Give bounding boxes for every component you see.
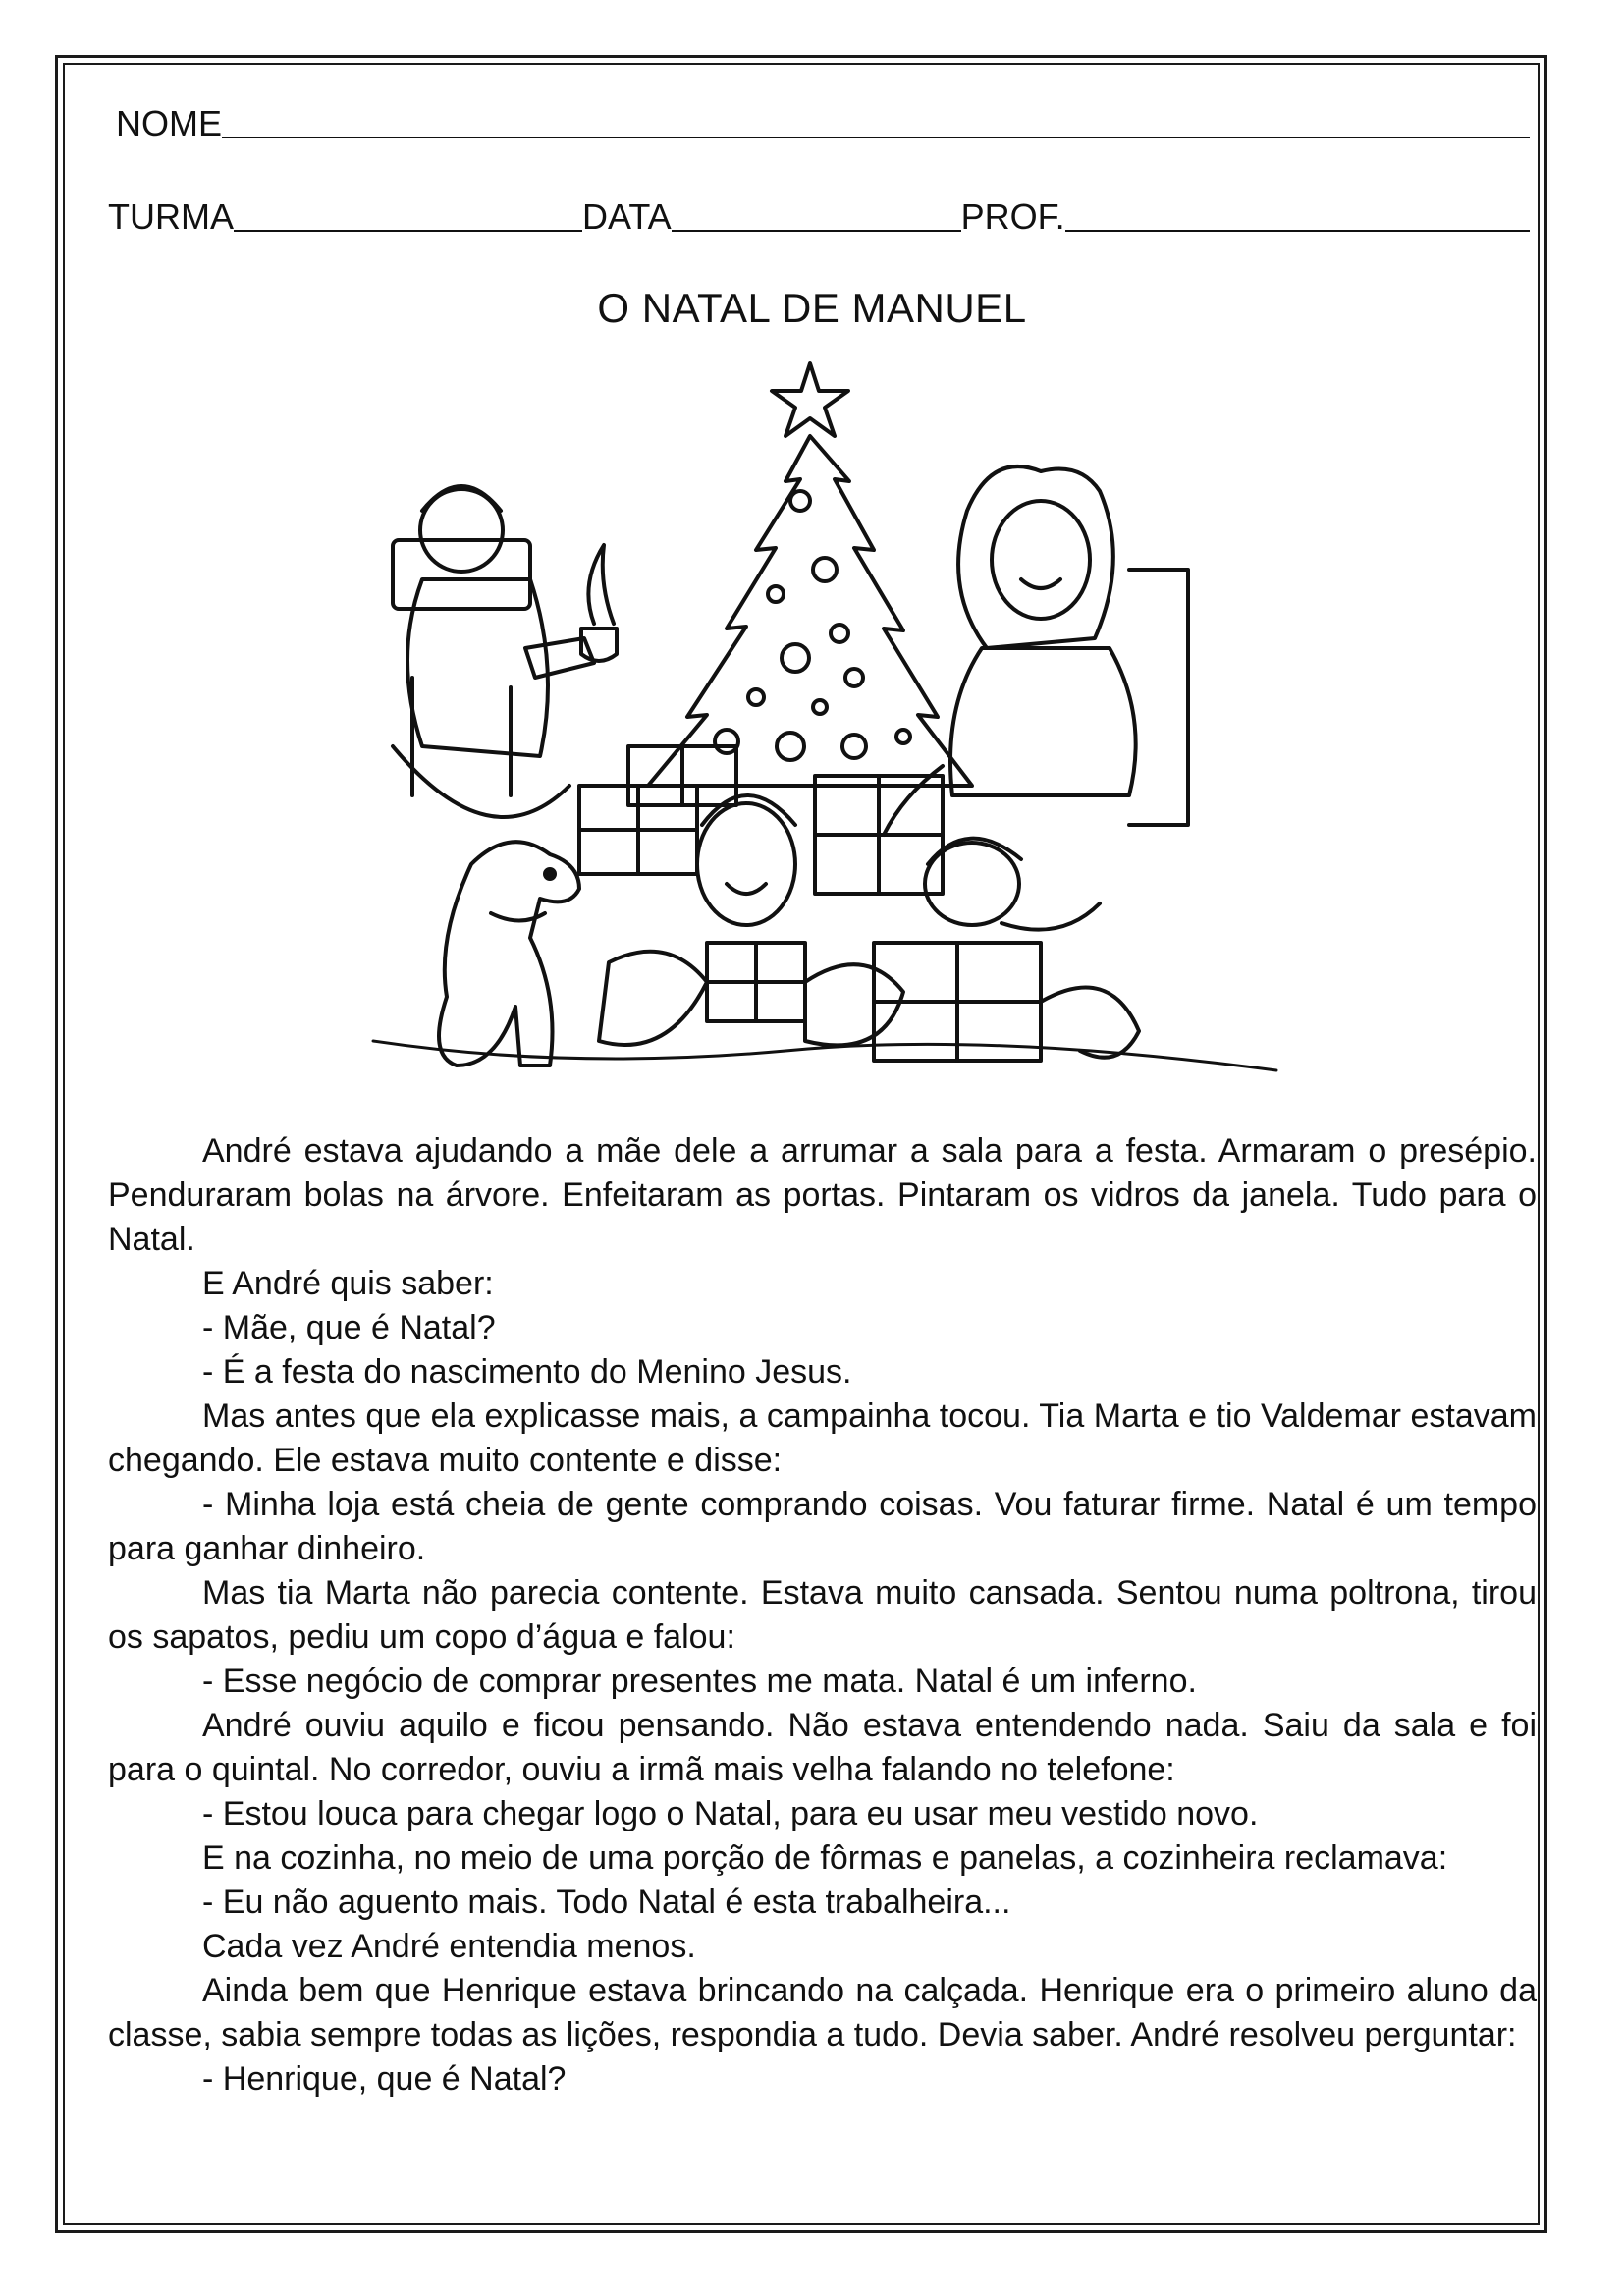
story-paragraph: Cada vez André entendia menos. — [202, 1928, 696, 1965]
story-paragraph: - Eu não aguento mais. Todo Natal é esta trabalheira... — [202, 1884, 1011, 1921]
story-paragraph: E na cozinha, no meio de uma porção de fôrmas e panelas, a cozinheira reclamava: — [202, 1839, 1448, 1877]
prof-label: PROF. — [960, 196, 1065, 237]
star-icon — [772, 363, 848, 436]
dog-icon — [439, 842, 579, 1066]
story-paragraph: - Esse negócio de comprar presentes me mata. Natal é um inferno. — [202, 1663, 1197, 1700]
data-input-line[interactable] — [672, 229, 961, 232]
turma-data-prof-row — [108, 196, 1530, 238]
nome-field-row — [116, 103, 1530, 144]
prof-input-line[interactable] — [1065, 229, 1530, 232]
story-paragraph: - É a festa do nascimento do Menino Jesus. — [202, 1353, 852, 1391]
story-paragraph: Mas tia Marta não parecia contente. Estava muito cansada. Sentou numa poltrona, tirou os sapatos, pediu um copo d’água e falou: — [108, 1574, 1537, 1656]
story-paragraph: André estava ajudando a mãe dele a arrumar a sala para a festa. Armaram o presépio. Penduraram bolas na árvore. Enfeitaram as portas. Pintaram os vidros da janela. Tudo para o Natal. — [108, 1132, 1537, 1258]
story-paragraph: - Mãe, que é Natal? — [202, 1309, 496, 1346]
christmas-tree-icon — [648, 436, 972, 786]
grandfather-icon — [393, 486, 617, 817]
story-paragraph: Ainda bem que Henrique estava brincando na calçada. Henrique era o primeiro aluno da classe, sabia sempre todas as lições, respondia a tudo. Devia saber. André resolveu perguntar: — [108, 1972, 1537, 2053]
turma-input-line[interactable] — [234, 229, 582, 232]
grandmother-icon — [884, 466, 1188, 835]
story-text — [108, 1129, 1537, 2102]
story-paragraph: - Minha loja está cheia de gente comprando coisas. Vou faturar firme. Natal é um tempo para ganhar dinheiro. — [108, 1486, 1537, 1567]
page-title: O NATAL DE MANUEL — [597, 285, 1027, 331]
nome-label: NOME — [116, 103, 222, 143]
story-paragraph: E André quis saber: — [202, 1265, 494, 1302]
story-paragraph: - Estou louca para chegar logo o Natal, para eu usar meu vestido novo. — [202, 1795, 1259, 1832]
story-paragraph: - Henrique, que é Natal? — [202, 2060, 567, 2098]
turma-label: TURMA — [108, 196, 234, 237]
christmas-family-illustration-icon — [353, 354, 1296, 1080]
data-label: DATA — [582, 196, 672, 237]
story-paragraph: André ouviu aquilo e ficou pensando. Não estava entendendo nada. Saiu da sala e foi para o quintal. No corredor, ouviu a irmã mais velha falando no telefone: — [108, 1707, 1537, 1788]
story-paragraph: Mas antes que ela explicasse mais, a campainha tocou. Tia Marta e tio Valdemar estavam chegando. Ele estava muito contente e disse: — [108, 1397, 1537, 1479]
nome-input-line[interactable] — [222, 136, 1530, 138]
